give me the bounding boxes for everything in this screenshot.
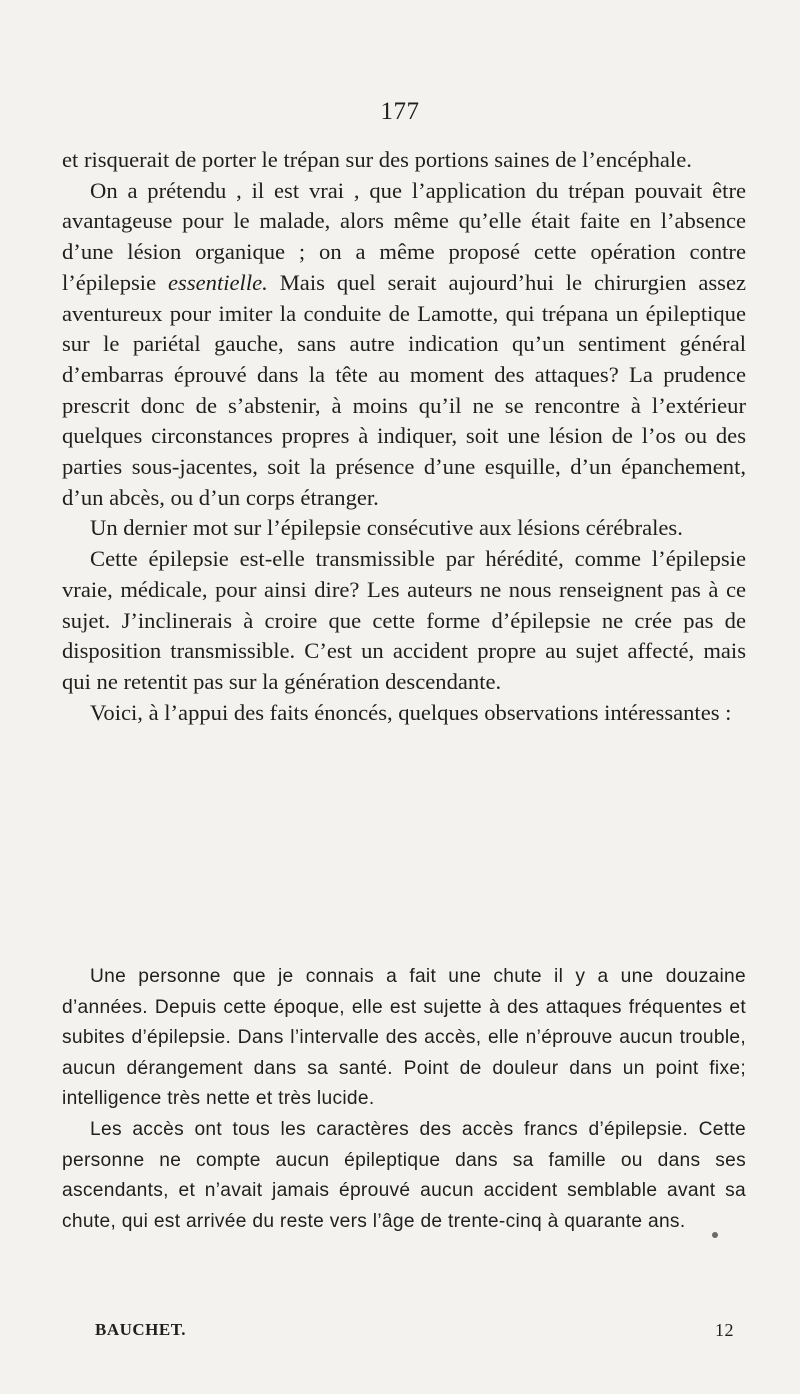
observation-text: [62, 962, 746, 1237]
italic-essentielle: essentielle.: [168, 269, 268, 295]
signature-name: BAUCHET.: [95, 1320, 187, 1339]
paragraph-trepan-text: On a prétendu , il est vrai , que l’application du trépan pouvait être avantageuse pour le malade, alors même qu’elle était faite en l’absence d’une lésion organique ; on a même proposé cette opération contre l’épilepsie: [62, 177, 746, 295]
paragraph-trepan-continued: Mais quel serait aujourd’hui le chirurgien assez aventureux pour imiter la conduite de Lamotte, qui trépana un épileptique sur le pariétal gauche, sans autre indication qu’un sentiment général d’embarras éprouvé dans la tête au moment des attaques? La prudence prescrit donc de s’abstenir, à moins qu’il ne se rencontre à l’extérieur quelques circonstances propres à indiquer, soit une lésion de l’os ou des parties sous-jacentes, soit la présence d’une esquille, d’un épanchement, d’un abcès, ou d’un corps étranger.: [62, 269, 747, 510]
observation-paragraph-2: Les accès ont tous les caractères des accès francs d’épilepsie. Cette personne ne compte aucun épileptique dans sa famille ou dans ses ascendants, et n’avait jamais éprouvé aucun accident semblable avant sa chute, qui est arrivée du reste vers l’âge de trente-cinq à quarante ans.: [62, 1118, 746, 1232]
paragraph-dernier-mot: Un dernier mot sur l’épilepsie consécutive aux lésions cérébrales.: [90, 515, 683, 541]
page-number: 177: [380, 98, 420, 125]
signature-number: 12: [715, 1320, 734, 1340]
paragraph-heredite: Cette épilepsie est-elle transmissible par hérédité, comme l’épilepsie vraie, médicale, pour ainsi dire? Les auteurs ne nous renseignent pas à ce sujet. J’inclinerais à croire que cette forme d’épilepsie ne crée pas de disposition transmissible. C’est un accident propre au sujet affecté, mais qui ne retentit pas sur la génération descendante.: [62, 546, 746, 694]
signature-line: [95, 1320, 734, 1341]
ink-speck: [712, 1232, 718, 1238]
paragraph-trepan: [62, 176, 746, 514]
paragraph-observations: Voici, à l’appui des faits énoncés, quelques observations intéressantes :: [90, 699, 732, 725]
observation-paragraph-1: Une personne que je connais a fait une chute il y a une douzaine d’années. Depuis cette époque, elle est sujette à des attaques fréquentes et subites d’épilepsie. Dans l’intervalle des accès, elle n’éprouve aucun trouble, aucun dérangement dans sa santé. Point de douleur dans un point fixe; intelligence très nette et très lucide.: [62, 966, 746, 1110]
main-text: [62, 145, 746, 728]
paragraph-continued: et risquerait de porter le trépan sur des portions saines de l’encéphale.: [62, 147, 692, 172]
